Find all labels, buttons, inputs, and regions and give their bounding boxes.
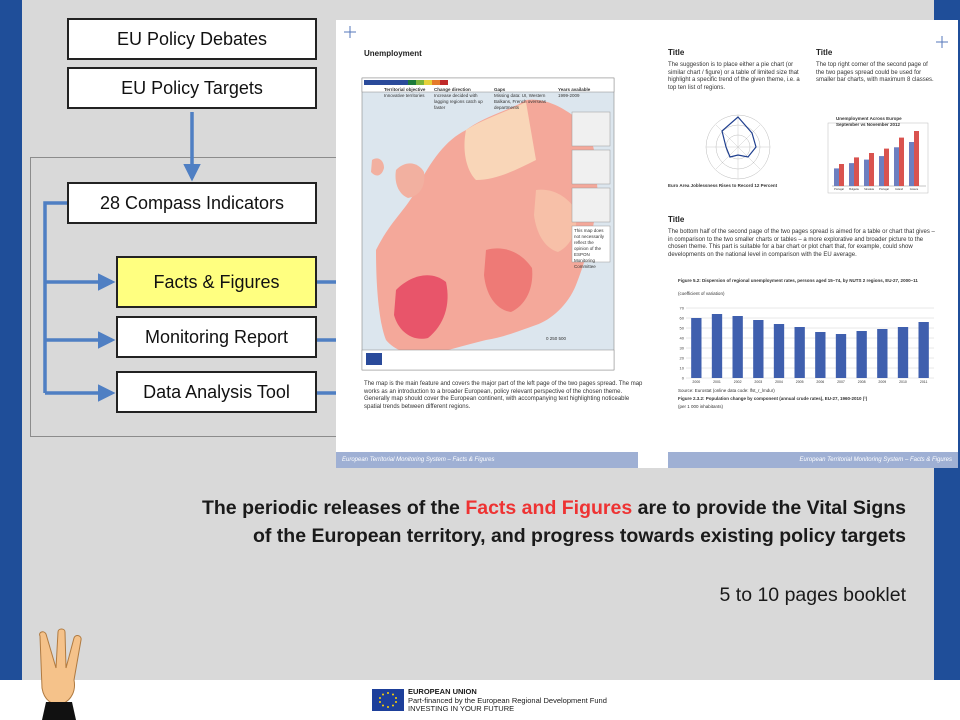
title-a: Title <box>668 48 685 57</box>
crop-mark-tr <box>936 36 948 48</box>
legend-gaps-label: Gaps <box>494 87 506 92</box>
booklet-size-note: 5 to 10 pages booklet <box>719 584 906 606</box>
map-scale: 0 250 500 <box>546 336 567 341</box>
y-tick-label: 40 <box>679 335 684 341</box>
bar <box>815 332 825 378</box>
x-tick-label: 2001 <box>713 380 721 384</box>
bar <box>836 334 846 378</box>
booklet-left-heading: Unemployment <box>364 49 422 58</box>
map-caption: The map is the main feature and covers the major part of the left page of the two pages spread. The map works as an introduction to a broader European, policy relevant perspective of the chosen theme. Generally map should cover the European continent, with accompanying text highlighting noticeable spatial trends between different regions. <box>364 381 643 410</box>
mini-bar-label: Portugal <box>879 188 889 191</box>
eu-flag-icon <box>372 689 404 711</box>
legend-objective-value: Innovative territories <box>384 93 425 98</box>
box-compass-indicators: 28 Compass Indicators <box>67 182 317 224</box>
box-monitoring-report: Monitoring Report <box>116 316 317 358</box>
y-tick-label: 60 <box>679 315 684 321</box>
legend-objective-label: Territorial objective <box>384 87 426 92</box>
x-tick-label: 2005 <box>795 380 804 384</box>
eu-line1: EUROPEAN UNION <box>408 687 477 696</box>
mini-bar-title: Unemployment Across Europe September vs November 2012 <box>836 116 902 127</box>
bar <box>898 327 908 378</box>
title-b: Title <box>816 48 833 57</box>
legend-swatch <box>408 80 416 85</box>
booklet-footer-left: European Territorial Monitoring System – Facts & Figures <box>336 452 638 468</box>
mini-bar-a <box>834 168 839 186</box>
bar <box>774 324 784 378</box>
bar <box>733 316 743 378</box>
statement-line1-before: The periodic releases of the <box>201 497 466 519</box>
x-tick-label: 2011 <box>919 380 928 384</box>
mini-bar-label: Ireland <box>895 188 903 191</box>
box-eu-policy-targets: EU Policy Targets <box>67 67 317 109</box>
mini-bar-label: Slovakia <box>864 188 874 191</box>
legend-change-value: Increase decided with lagging regions catch up faster <box>434 93 483 110</box>
text-a: The suggestion is to place either a pie chart (or similar chart / figure) or a table of limited size that highlight a specific trend of the given theme, i.e. a top ten list of regions. <box>668 62 800 91</box>
x-tick-label: 2002 <box>733 380 742 384</box>
mini-bar-label: Portugal <box>834 188 844 191</box>
main-statement <box>30 494 906 550</box>
x-tick-label: 2007 <box>837 380 845 384</box>
eu-line3: INVESTING IN YOUR FUTURE <box>408 704 515 714</box>
legend-swatch <box>424 80 432 85</box>
x-tick-label: 2003 <box>754 380 763 384</box>
box-eu-policy-debates: EU Policy Debates <box>67 18 317 60</box>
y-tick-label: 70 <box>679 305 684 311</box>
title-c: Title <box>668 215 685 224</box>
legend-swatch <box>416 80 424 85</box>
mini-bar-label: Greece <box>909 188 919 191</box>
mini-bar-a <box>909 142 914 186</box>
x-tick-label: 2006 <box>816 380 825 384</box>
map-note: This map does not necessarily reflect the opinion of the ESPON Monitoring Committee <box>574 228 605 269</box>
statement-line1-after: are to provide the Vital Signs <box>632 497 906 519</box>
mini-bar-label: Bulgaria <box>849 188 859 191</box>
mini-bar-a <box>864 160 869 186</box>
legend-years-value: 1999-2009 <box>558 93 580 98</box>
branch-line <box>45 203 67 393</box>
legend-objective <box>384 87 429 99</box>
y-tick-label: 10 <box>679 365 684 371</box>
y-tick-label: 20 <box>679 355 684 361</box>
figure-source: Source: Eurostat (online data code: lfst_r_lmdur) <box>678 388 775 393</box>
text-b: The top right corner of the second page of the two pages spread could be used for smaller bar charts, with maximum 8 classes. <box>816 62 934 83</box>
radar-caption: Euro Area Joblessness Rises to Record 12 Percent <box>668 183 778 188</box>
bar <box>877 329 887 378</box>
legend-gaps <box>494 87 548 111</box>
map-logo-strip <box>362 350 614 370</box>
legend-years <box>558 87 608 99</box>
bar <box>691 318 701 378</box>
x-tick-label: 2000 <box>692 380 701 384</box>
hand-three-fingers-icon <box>32 628 92 720</box>
figure-caption: Figure 5.2: Dispersion of regional unemployment rates, persons aged 15–74, by NUTS 2 regions, EU-27, 2000–11 <box>678 278 918 283</box>
map-inset-2 <box>572 150 610 184</box>
mini-bar-b <box>839 164 844 186</box>
figure-next-sub: (per 1 000 inhabitants) <box>678 404 724 409</box>
bar <box>753 320 763 378</box>
bar <box>919 322 929 378</box>
figure-next: Figure 2.3.2: Population change by component (annual crude rates), EU-27, 1960-2010 (¹) <box>678 396 868 401</box>
x-tick-label: 2010 <box>899 380 907 384</box>
crop-mark-tl <box>344 26 356 38</box>
bar <box>857 331 867 378</box>
x-tick-label: 2004 <box>775 380 783 384</box>
box-data-analysis-tool: Data Analysis Tool <box>116 371 317 413</box>
mini-bar-a <box>894 147 899 186</box>
y-tick-label: 50 <box>679 325 684 331</box>
text-c: The bottom half of the second page of the two pages spread is aimed for a table or chart that gives – in comparison to the two smaller charts or tables – a more explorative and broader picture to the chosen theme. This part is suitable for a bar chart or plot chart that, for example, could show developments on the national level in comparison with the EU average. <box>668 229 935 258</box>
eu-line2: Part-financed by the European Regional Development Fund <box>408 695 607 705</box>
statement-highlight: Facts and Figures <box>465 497 633 519</box>
radar-chart <box>706 115 770 179</box>
bar <box>795 327 805 378</box>
x-tick-label: 2008 <box>857 380 866 384</box>
mini-bar-b <box>914 131 919 186</box>
eu-funding-text <box>408 688 607 714</box>
legend-change <box>434 87 486 111</box>
map-inset-1 <box>572 112 610 146</box>
x-tick-label: 2009 <box>878 380 887 384</box>
mini-bar-b <box>884 149 889 186</box>
mini-bar-b <box>899 138 904 186</box>
legend-swatch <box>440 80 448 85</box>
map-eu-flag <box>366 353 382 365</box>
statement-line2: of the European territory, and progress towards existing policy targets <box>252 525 906 547</box>
espon-band <box>364 80 408 85</box>
mini-bar-b <box>869 153 874 186</box>
legend-change-label: Change direction <box>434 87 471 92</box>
mini-bar-a <box>849 163 854 186</box>
booklet-footer-right: European Territorial Monitoring System – Facts & Figures <box>668 452 958 468</box>
legend-years-label: Years available <box>558 87 591 92</box>
y-tick-label: 30 <box>679 345 684 351</box>
box-facts-figures: Facts & Figures <box>116 256 317 308</box>
legend-gaps-value: Missing data: UI, Western Balkans, French overseas departments <box>494 93 547 110</box>
booklet-preview <box>336 20 958 468</box>
mini-bar-b <box>854 157 859 186</box>
mini-bar-a <box>879 156 884 186</box>
y-tick-label: 0 <box>681 375 684 381</box>
legend-swatch <box>432 80 440 85</box>
bar <box>712 314 722 378</box>
map-inset-3 <box>572 188 610 222</box>
figure-subcaption: (coefficient of variation) <box>678 291 725 296</box>
